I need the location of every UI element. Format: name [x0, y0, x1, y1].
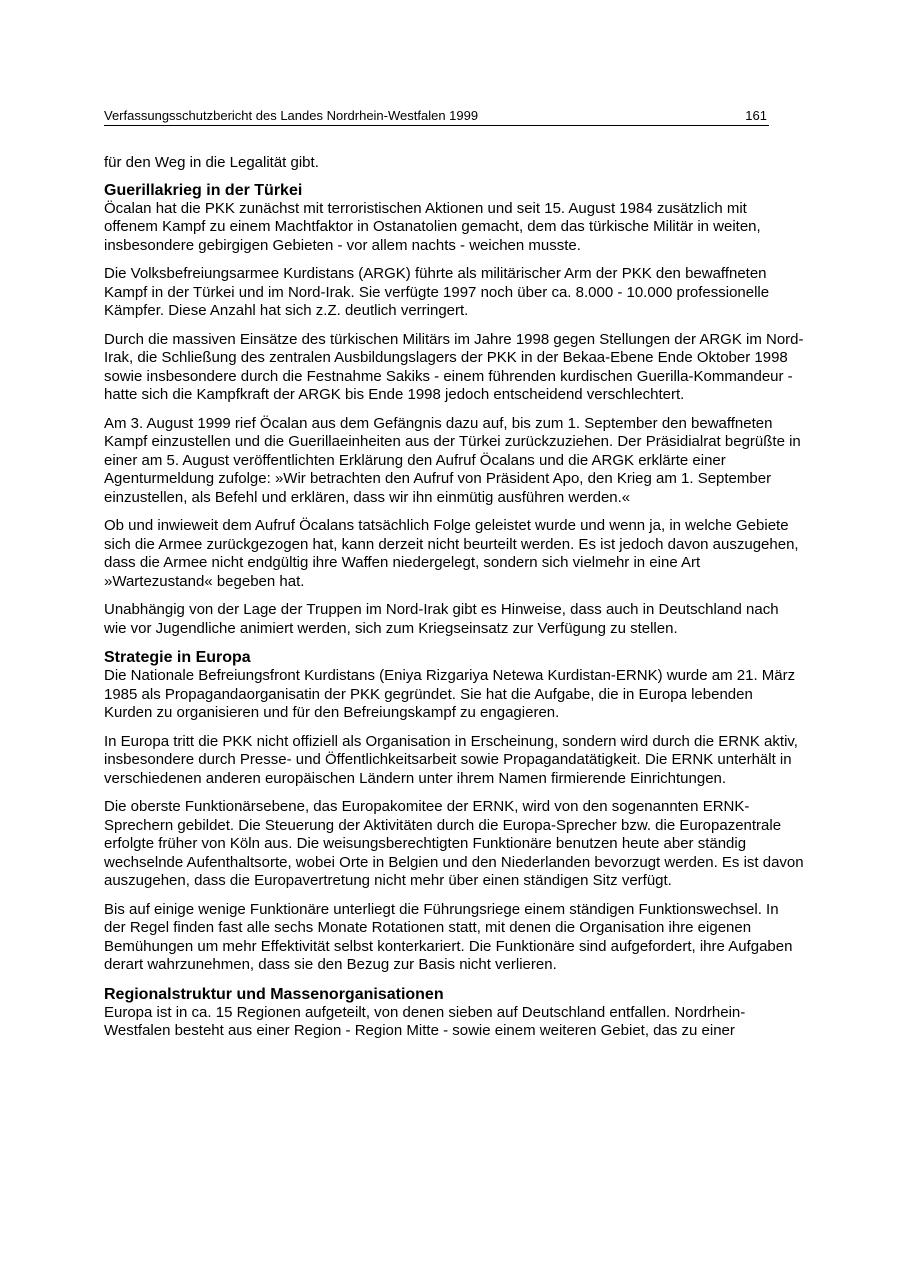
paragraph: Die Volksbefreiungsarmee Kurdistans (ARGK) führte als militärischer Arm der PKK den bewaffneten Kampf in der Türkei und im Nord-Irak. Sie verfügte 1997 noch über ca. 8.000 - 10.000 professionelle Kämpfer. Diese Anzahl hat sich z.Z. deutlich verringert. [104, 265, 770, 319]
paragraph: Die Nationale Befreiungsfront Kurdistans (Eniya Rizgariya Netewa Kurdistan-ERNK) wurde am 21. März 1985 als Propagandaorganisatin der PKK gegründet. Sie hat die Aufgabe, die in Europa lebenden Kurden zu organisieren und für den Befreiungskampf zu engagieren. [104, 667, 796, 721]
page-body [104, 154, 804, 1051]
paragraph: Unabhängig von der Lage der Truppen im Nord-Irak gibt es Hinweise, dass auch in Deutschland nach wie vor Jugendliche animiert werden, sich zum Kriegseinsatz zur Verfügung zu stellen. [104, 601, 779, 637]
intro-paragraph: für den Weg in die Legalität gibt. [104, 154, 319, 171]
paragraph: Ob und inwieweit dem Aufruf Öcalans tatsächlich Folge geleistet wurde und wenn ja, in welche Gebiete sich die Armee zurückgezogen hat, kann derzeit nicht beurteilt werden. Es ist jedoch davon auszugehen, dass die Armee nicht endgültig ihre Waffen niedergelegt, sondern sich vielmehr in eine Art »Wartezustand« begeben hat. [104, 517, 799, 590]
page-header [104, 108, 769, 126]
section-heading-strategie: Strategie in Europa [104, 649, 251, 666]
paragraph: Am 3. August 1999 rief Öcalan aus dem Gefängnis dazu auf, bis zum 1. September den bewaffneten Kampf einzustellen und die Guerillaeinheiten aus der Türkei zurückzuziehen. Der Präsidialrat begrüßte in einer am 5. August veröffentlichten Erklärung den Aufruf Öcalans und die ARGK erklärte einer Agenturmeldung zufolge: »Wir betrachten den Aufruf von Präsident Apo, den Krieg am 1. September einzustellen, als Befehl und erklären, dass wir ihn einmütig ausführen werden.« [104, 414, 801, 506]
paragraph: Europa ist in ca. 15 Regionen aufgeteilt, von denen sieben auf Deutschland entfallen. Nordrhein-Westfalen besteht aus einer Region - Region Mitte - sowie einem weiteren Gebiet, das zu einer [104, 1003, 746, 1039]
paragraph: Öcalan hat die PKK zunächst mit terroristischen Aktionen und seit 15. August 1984 zusätzlich mit offenem Kampf zu einem Machtfaktor in Ostanatolien gemacht, dem das türkische Militär in weiten, insbesondere gebirgigen Gebieten - vor allem nachts - weichen musste. [104, 199, 761, 254]
paragraph: Bis auf einige wenige Funktionäre unterliegt die Führungsriege einem ständigen Funktionswechsel. In der Regel finden fast alle sechs Monate Rotationen statt, mit denen die Organisation ihre eigenen Bemühungen um mehr Effektivität selbst konterkariert. Die Funktionäre sind aufgefordert, ihre Aufgaben derart wahrzunehmen, dass sie den Bezug zur Basis nicht verlieren. [104, 900, 793, 973]
document-title: Verfassungsschutzbericht des Landes Nordrhein-Westfalen 1999 [104, 108, 479, 123]
paragraph: In Europa tritt die PKK nicht offiziell als Organisation in Erscheinung, sondern wird durch die ERNK aktiv, insbesondere durch Presse- und Öffentlichkeitsarbeit sowie Propagandatätigkeit. Die ERNK unterhält in verschiedenen anderen europäischen Ländern unter ihrem Namen firmierende Einrichtungen. [104, 732, 798, 787]
paragraph: Die oberste Funktionärsebene, das Europakomitee der ERNK, wird von den sogenannten ERNK-Sprechern gebildet. Die Steuerung der Aktivitäten durch die Europa-Sprecher bzw. die Europazentrale erfolgte früher von Köln aus. Die weisungsberechtigten Funktionäre benutzen heute aber ständig wechselnde Aufenthaltsorte, wobei Orte in Belgien und den Niederlanden bevorzugt werden. Es ist davon auszugehen, dass die Europavertretung nicht mehr über einen ständigen Sitz verfügt. [104, 798, 804, 889]
page-number: 161 [745, 108, 767, 123]
section-heading-regionalstruktur: Regionalstruktur und Massenorganisationen [104, 985, 444, 1003]
paragraph: Durch die massiven Einsätze des türkischen Militärs im Jahre 1998 gegen Stellungen der ARGK im Nord-Irak, die Schließung des zentralen Ausbildungslagers der PKK in der Bekaa-Ebene Ende Oktober 1998 sowie insbesondere durch die Festnahme Sakiks - einem führenden kurdischen Guerilla-Kommandeur - hatte sich die Kampfkraft der ARGK bis Ende 1998 jedoch entscheidend verschlechtert. [104, 330, 804, 403]
section-heading-guerillakrieg: Guerillakrieg in der Türkei [104, 181, 303, 199]
